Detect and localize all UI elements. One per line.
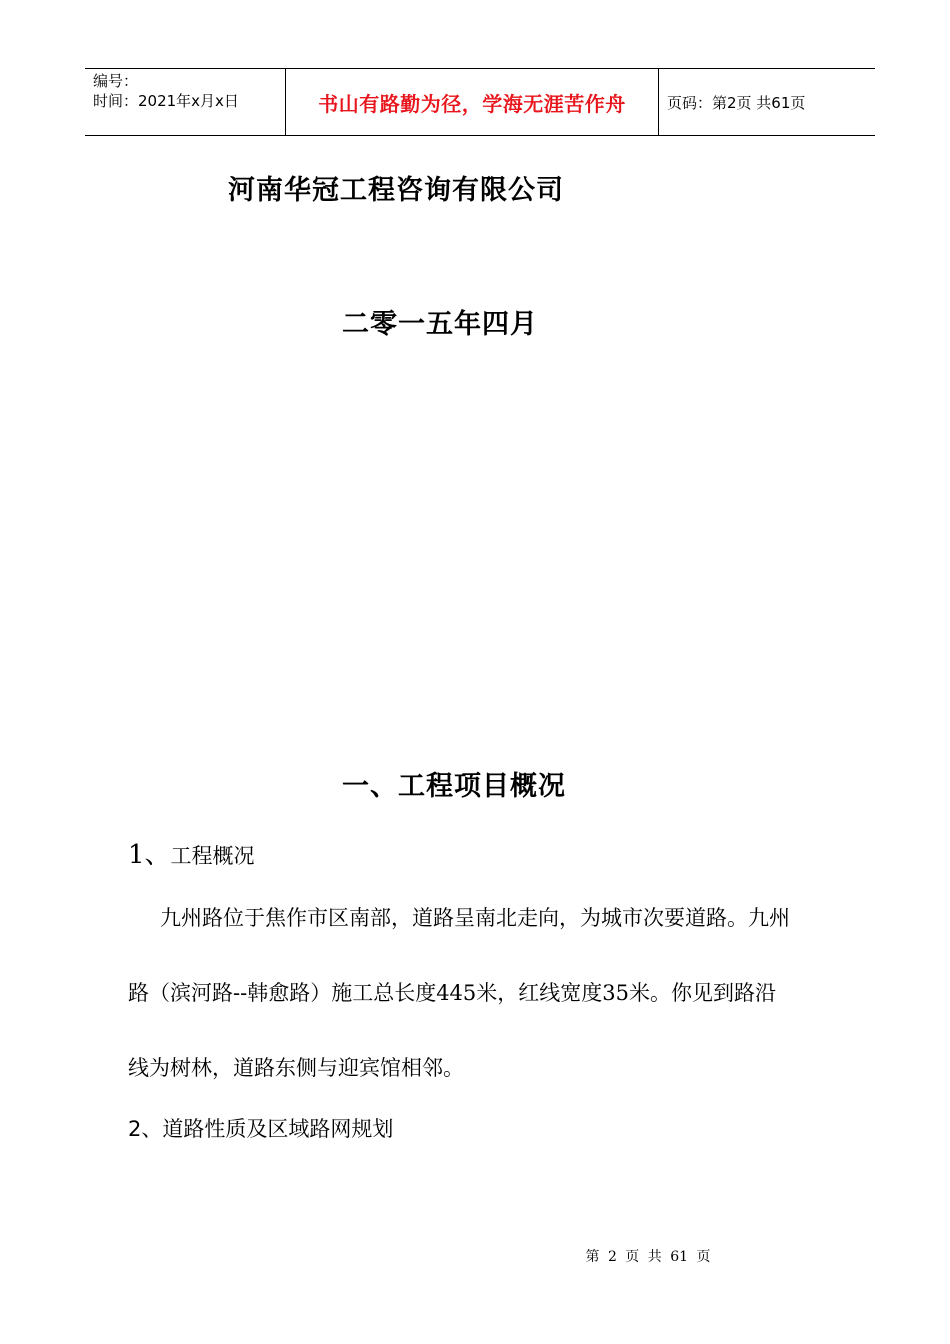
- section-title: 一、工程项目概况: [342, 771, 566, 802]
- header-motto-cell: [286, 69, 659, 135]
- company-name: 河南华冠工程咨询有限公司: [228, 175, 564, 206]
- header-page-cell: [659, 69, 875, 135]
- subsection-1-text: 工程概况: [170, 844, 255, 868]
- document-date: 二零一五年四月: [342, 309, 538, 340]
- page-number-label: 页码：第2页 共61页: [667, 93, 806, 112]
- page-footer: [0, 1246, 950, 1266]
- paragraph-line-3: 线为树林，道路东侧与迎宾馆相邻。: [128, 1056, 464, 1080]
- header-table: [85, 68, 875, 136]
- time-label: 时间：2021年x月x日: [93, 92, 239, 110]
- motto-text: 书山有路勤为径，学海无涯苦作舟: [318, 91, 626, 116]
- header-left-cell: [85, 69, 286, 135]
- subsection-2-heading: 2、道路性质及区域路网规划: [128, 1117, 394, 1141]
- paragraph-line-2: 路（滨河路--韩愈路）施工总长度445米，红线宽度35米。你见到路沿: [128, 981, 776, 1005]
- subsection-1-heading: [128, 834, 255, 871]
- footer-page-number: 第 2 页 共 61 页: [585, 1249, 711, 1265]
- subsection-1-number: 1、: [128, 840, 171, 870]
- paragraph-line-1: 九州路位于焦作市区南部，道路呈南北走向，为城市次要道路。九州: [160, 906, 790, 930]
- serial-label: 编号：: [93, 72, 139, 90]
